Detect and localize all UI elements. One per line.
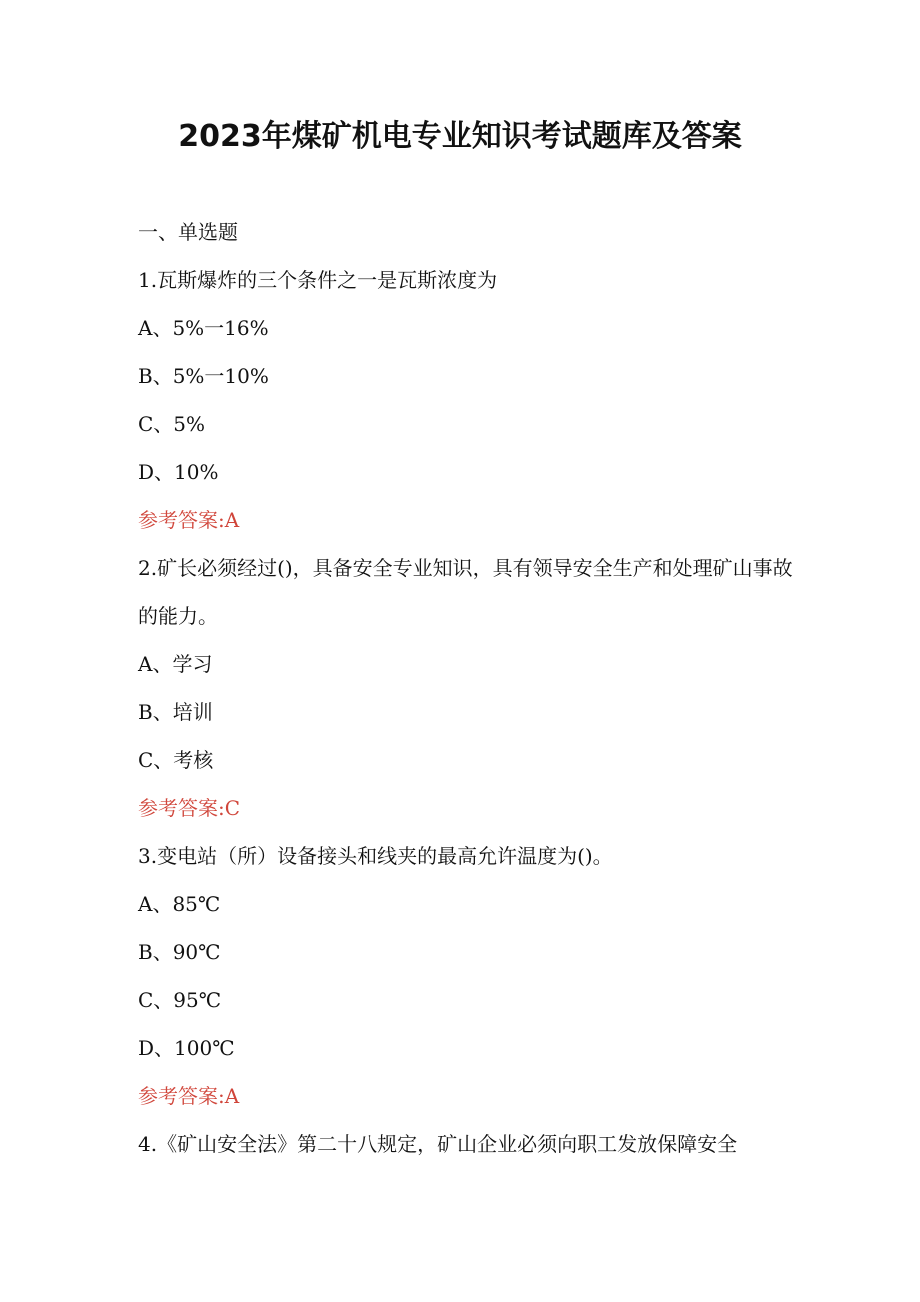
option-c: C、5% xyxy=(138,412,206,436)
question-2: 2.矿长必须经过()，具备安全专业知识，具有领导安全生产和处理矿山事故的能力。 xyxy=(138,556,793,628)
option-d: D、100℃ xyxy=(138,1036,235,1060)
option-a: A、85℃ xyxy=(138,892,221,916)
option-b: B、5%一10% xyxy=(138,364,269,388)
question-3: 3.变电站（所）设备接头和线夹的最高允许温度为()。 xyxy=(138,844,613,868)
option-d: D、10% xyxy=(138,460,219,484)
option-a: A、5%一16% xyxy=(138,316,269,340)
option-a: A、学习 xyxy=(138,652,213,676)
question-4: 4.《矿山安全法》第二十八规定，矿山企业必须向职工发放保障安全 xyxy=(138,1132,738,1156)
option-b: B、培训 xyxy=(138,700,213,724)
option-c: C、考核 xyxy=(138,748,214,772)
document-title: 2023年煤矿机电专业知识考试题库及答案 xyxy=(178,119,742,154)
answer-1: 参考答案:A xyxy=(138,508,240,532)
document-body xyxy=(138,208,798,1168)
option-c: C、95℃ xyxy=(138,988,222,1012)
answer-2: 参考答案:C xyxy=(138,796,241,820)
question-1: 1.瓦斯爆炸的三个条件之一是瓦斯浓度为 xyxy=(138,268,498,292)
section-heading: 一、单选题 xyxy=(138,220,238,244)
option-b: B、90℃ xyxy=(138,940,221,964)
answer-3: 参考答案:A xyxy=(138,1084,240,1108)
